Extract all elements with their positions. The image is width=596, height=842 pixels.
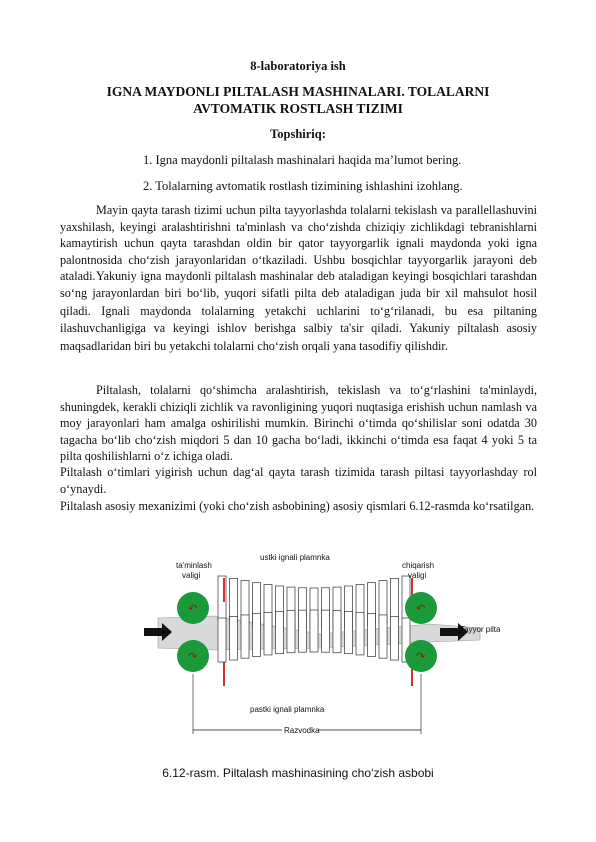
- lower-pin-bar: [218, 618, 226, 662]
- feed-roll-label-line2: valigi: [182, 571, 201, 580]
- lower-pin-bar: [368, 614, 376, 657]
- lower-pin-bar: [264, 612, 272, 655]
- delivery-roll-label-line1: chiqarish: [402, 561, 435, 570]
- lower-pin-bar: [356, 612, 364, 655]
- main-title: IGNA MAYDONLI PILTALASH MASHINALARI. TOLALARNI AVTOMATIK ROSTLASH TIZIMI: [106, 84, 490, 116]
- lower-pin-bar: [230, 616, 238, 660]
- paragraph-1: Mayin qayta tarash tizimi uchun pilta tayyorlashda tolalarni tekislash va parallellashuvini yaxshilash, keyingi aralashtirishni ta'minlash va cho‘zishda chiziqiy zichlikdagi tebranishlarni kamaytirish uchun qayta tarashdan oldin bir qator tayyorgarlik ignali maydonda yoki igna palontnosida cho‘zish jarayonlaridan o‘tkaziladi. Ushbu bosqichlar tayyorgarlik jarayoni deb ataladi.: [60, 203, 537, 284]
- lower-pin-bar: [379, 615, 387, 658]
- rotation-arrow-icon: ↷: [416, 651, 426, 663]
- upper-pin-bar: [391, 578, 399, 622]
- lower-pin-bar: [333, 611, 341, 653]
- drafting-device-figure: [140, 546, 500, 756]
- paragraph-2: Yakuniy igna maydonli piltalash mashinalar deb ataladigan keyingi bosqichlari tarashdan so‘ng jarayonlardan biri bo‘lib, yuqori sifatli pilta deb ataladigan juda bir xil mahsulot hosil qiladi. Ignali maydonda tolalarning yetakchi uchlarini to‘g‘rilanadi, bu esa piltaning ilashuvchanligiga va keyingi ishlov berishga salbiy ta'sir qiladi. Yakuniy piltalash asosiy maqsadlaridan biri bu yetakchi tolalarni cho‘zish orqali yana tasodifiy qilishdir.: [60, 269, 537, 353]
- lower-pin-bar: [276, 611, 284, 653]
- lower-pin-bar: [391, 616, 399, 660]
- distance-label: Razvodka: [284, 726, 320, 735]
- lower-pin-bar: [287, 611, 295, 653]
- rotation-arrow-icon: ↷: [188, 651, 198, 663]
- upper-pin-bar: [230, 578, 238, 622]
- lower-pin-bar: [310, 610, 318, 652]
- lower-pin-bars: [218, 610, 410, 662]
- delivery-roll-label-line2: valigi: [408, 571, 427, 580]
- paragraph-4: Piltalash o‘timlari yigirish uchun dag‘al qayta tarash tizimida tarash piltasi tayyorlashday rol o‘ynaydi.: [60, 465, 537, 496]
- task-item-2: 2. Tolalarning avtomatik rostlash tizimining ishlashini izohlang.: [143, 179, 463, 193]
- lab-title: 8-laboratoriya ish: [250, 59, 346, 73]
- paragraph-5: Piltalash asosiy mexanizimi (yoki cho‘zish asbobining) asosiy qismlari 6.12-rasmda ko‘rsatilgan.: [60, 499, 535, 513]
- output-label: Tayyor pilta: [460, 625, 500, 634]
- upper-pins-label: ustki ignali plamnka: [260, 553, 330, 562]
- lower-pin-bar: [253, 614, 261, 657]
- lower-pins-label: pastki ignali plamnka: [250, 705, 325, 714]
- lower-pin-bar: [345, 611, 353, 653]
- feed-roll-label-line1: ta'minlash: [176, 561, 212, 570]
- figure-caption: 6.12-rasm. Piltalash mashinasining cho‘zish asbobi: [162, 766, 434, 780]
- lower-pin-bar: [299, 610, 307, 652]
- lower-pin-bar: [241, 615, 249, 658]
- task-heading: Topshiriq:: [270, 127, 326, 141]
- lower-pin-bar: [322, 610, 330, 652]
- rotation-arrow-icon: ↶: [416, 603, 426, 615]
- upper-pin-bar: [218, 576, 226, 620]
- rotation-arrow-icon: ↶: [188, 603, 198, 615]
- task-item-1: 1. Igna maydonli piltalash mashinalari haqida ma’lumot bering.: [143, 153, 462, 167]
- paragraph-3: Piltalash, tolalarni qo‘shimcha aralashtirish, tekislash va to‘g‘rlashini ta'minlaydi, shuningdek, kerakli chiziqli zichlik va ravonligining yuqori nuqtasiga erishish uchun namlash va moy jarayonlari ham amalga oshirilishi mumkin. Birinchi o‘timda qo‘shilislar soni odatda 30 tagacha bo‘lib cho‘zish miqdori 5 dan 10 gacha bo‘ladi, ikkinchi o‘timda esa faqat 4 yoki 5 ta pilta qoshilishlarni o‘z ichiga oladi.: [60, 383, 537, 464]
